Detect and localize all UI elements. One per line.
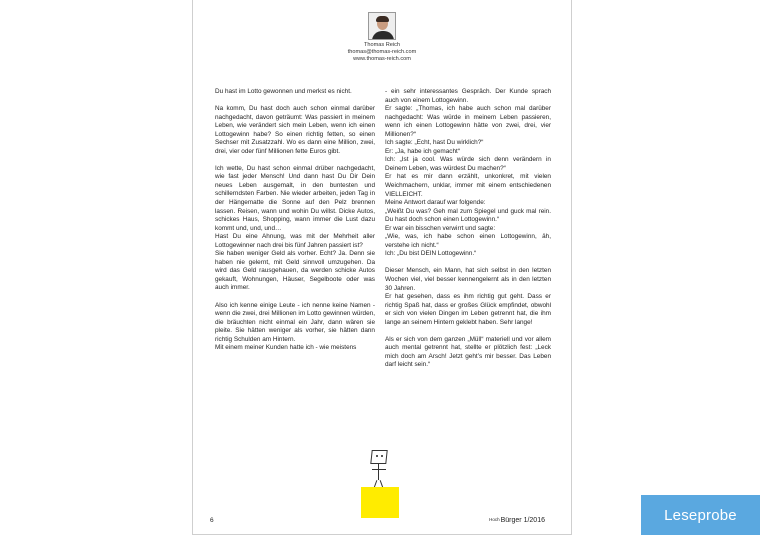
paragraph: Als er sich von dem ganzen „Müll“ materiell und vor allem auch mental getrennt hat, stellte er plötzlich fest: „Leck mich doch am Arsch! Jetzt geht’s mir besser. Das Leben darf leicht sein.“ <box>385 335 551 369</box>
paragraph-gap <box>215 156 375 165</box>
paragraph: Ich: „Ist ja cool. Was würde sich denn verändern in Deinem Leben, was würdest Du machen?“ <box>385 156 551 172</box>
magazine-issue: 1/2016 <box>523 517 545 524</box>
paragraph-gap <box>385 327 551 336</box>
paragraph: Du hast im Lotto gewonnen und merkst es nicht. <box>215 88 352 95</box>
paragraph-gap <box>385 259 551 268</box>
paragraph: Also ich kenne einige Leute - ich nenne keine Namen - wenn die zwei, drei Millionen im Lotto gewinnen würden, die bräuchten nicht einmal ein Jahr, dann wären sie pleite. Sie hätten weniger als vorher, sie hätten dann richtig Schulden am Hintern. <box>215 301 375 343</box>
yellow-block <box>361 487 399 518</box>
paragraph: Sie haben weniger Geld als vorher. Echt? Ja. Denn sie haben nie gelernt, mit Geld sinnvoll umzugehen. Da wird das Geld rausgehauen, da werden schicke Autos gekauft, Wohnungen, Häuser, Segelboote oder was auch immer. <box>215 250 375 292</box>
author-name: Thomas Reich <box>363 42 401 48</box>
magazine-prefix: Hoch <box>489 517 500 522</box>
paragraph: „Weißt Du was? Geh mal zum Spiegel und guck mal rein. Du hast doch schon einen Lottogewinn.“ <box>385 207 551 224</box>
paragraph-gap <box>215 293 375 302</box>
paragraph: „Wie, was, ich habe schon einen Lottogewinn, äh, verstehe ich nicht.“ <box>385 233 551 249</box>
figure-head-box <box>370 450 387 464</box>
right-text-column <box>385 88 551 370</box>
paragraph: Hast Du eine Ahnung, was mit der Mehrheit aller Lottogewinner nach drei bis fünf Jahren passiert ist? <box>215 233 375 249</box>
paragraph: Mit einem meiner Kunden hatte ich - wie meistens <box>215 344 357 352</box>
paragraph: Meine Antwort darauf war folgende: <box>385 199 486 207</box>
magazine-footer <box>489 517 545 524</box>
figure-arms <box>372 469 386 470</box>
figure-torso <box>378 464 379 480</box>
paragraph: Er hat gesehen, dass es ihm richtig gut geht. Dass er richtig Spaß hat, dass er großes Glück empfindet, obwohl er sich von vielen Dingen im Leben getrennt hat, die ihm lange an seinem Hintern geklebt haben. Sehr lange! <box>385 293 551 326</box>
figure-eye-left <box>376 455 378 457</box>
paragraph: Er: „Ja, habe ich gemacht“ <box>385 147 460 155</box>
paragraph: Ich sagte: „Echt, hast Du wirklich?“ <box>385 139 484 147</box>
paragraph: Ich wette, Du hast schon einmal drüber nachgedacht, wie fast jeder Mensch! Und dann hast Du Dir Dein neues Leben ausgemalt, in den buntesten und schillerndsten Farben. Nie wieder arbeiten, jeden Tag in der Hängematte die Sonne auf den Pelz brennen lassen. Reisen, wann und wohin Du willst. Dicke Autos, schickes Haus, Shopping, wann immer die Lust dazu kommt und, und, und… <box>215 164 375 232</box>
paragraph: Na komm, Du hast doch auch schon einmal darüber nachgedacht, davon geträumt: Was passiert in meinem Leben, wie verändert sich mein Leben, wenn ich einen Lottogewinn habe? So einen richtig fetten, so einen Sechser mit Zusatzzahl. Wo es dann eine Million, zwei, drei, vier oder fünf Millionen fette Euros gibt. <box>215 105 375 155</box>
paragraph: - ein sehr interessantes Gespräch. Der Kunde sprach auch von einem Lottogewinn. <box>385 88 551 104</box>
figure-eye-right <box>381 455 383 457</box>
portrait-hair <box>376 16 389 22</box>
paragraph: Ich: „Du bist DEIN Lottogewinn.“ <box>385 250 477 258</box>
author-block <box>193 12 571 63</box>
page-number: 6 <box>210 517 214 524</box>
paragraph: Dieser Mensch, ein Mann, hat sich selbst in den letzten Wochen viel, viel besser kennengelernt als in den letzten 30 Jahren. <box>385 267 551 292</box>
left-text-column <box>215 88 375 353</box>
portrait-body <box>372 31 394 40</box>
author-website[interactable]: www.thomas-reich.com <box>353 56 411 62</box>
leseprobe-badge[interactable]: Leseprobe <box>641 495 760 535</box>
magazine-name: Bürger <box>500 517 522 524</box>
magazine-page <box>192 0 572 535</box>
author-email[interactable]: thomas@thomas-reich.com <box>347 49 417 55</box>
paragraph: Er hat es mir dann erzählt, unkonkret, mit vielen Weichmachern, unklar, immer mit einem entschiedenen VIELLEICHT. <box>385 173 551 198</box>
paragraph: Er war ein bisschen verwirrt und sagte: <box>385 224 496 232</box>
paragraph-gap <box>215 97 375 106</box>
author-portrait <box>368 12 396 40</box>
paragraph: Er sagte: „Thomas, ich habe auch schon mal darüber nachgedacht: Was würde in meinem Leben passieren, wenn ich einen Lottogewinn hätte von zwei, drei, vier Millionen?“ <box>385 105 551 138</box>
